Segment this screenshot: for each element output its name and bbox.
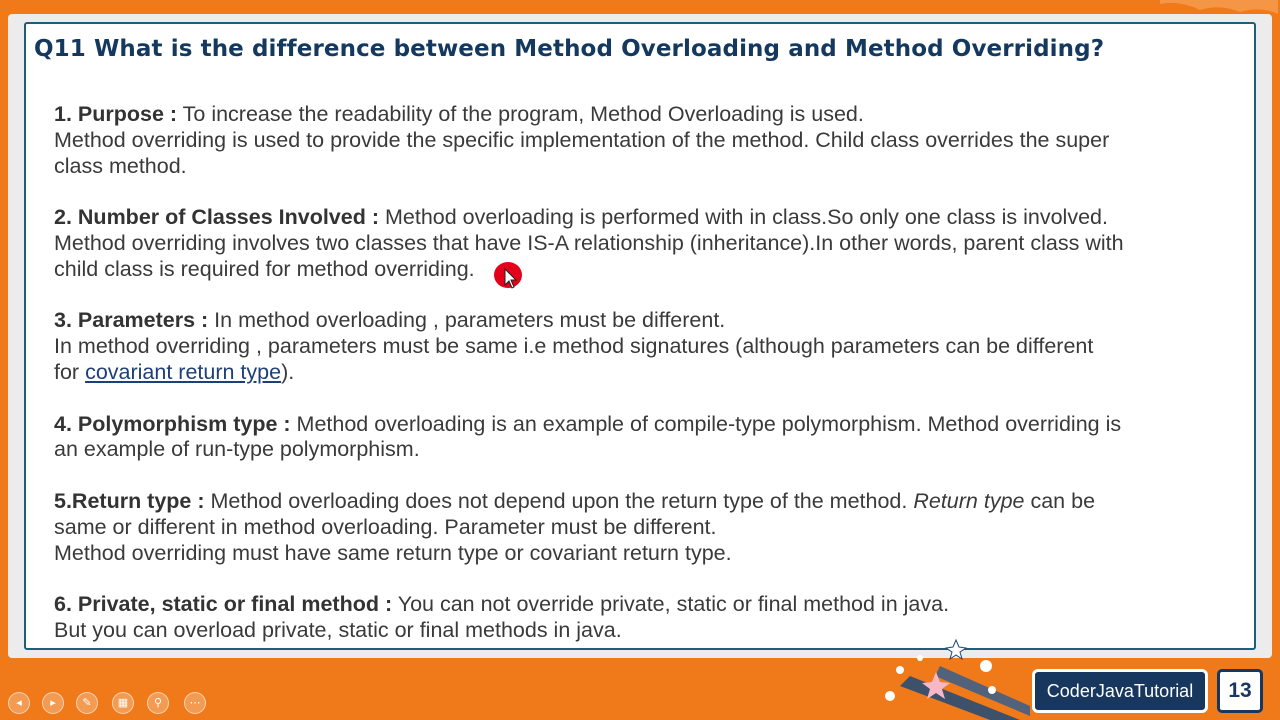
section-text: Method overriding must have same return type or covariant return type. xyxy=(54,540,732,565)
section-heading: 4. Polymorphism type : xyxy=(54,411,291,436)
section-text: same or different in method overloading. Parameter must be different. xyxy=(54,514,717,539)
section-heading: 3. Parameters : xyxy=(54,308,209,333)
section-heading: 2. Number of Classes Involved : xyxy=(54,205,379,230)
stars-decoration xyxy=(880,636,1030,720)
previous-slide-icon[interactable]: ◂ xyxy=(8,692,30,714)
section-text: child class is required for method overriding. xyxy=(54,256,475,281)
section-text: But you can overload private, static or final methods in java. xyxy=(54,617,622,642)
section-text: can be xyxy=(1024,488,1096,513)
section-text: In method overriding , parameters must be same i.e method signatures (although parameters can be different xyxy=(54,334,1094,359)
section-polymorphism xyxy=(54,412,1254,464)
section-private-static-final xyxy=(54,592,1254,644)
section-text: Method overriding involves two classes that have IS-A relationship (inheritance).In other words, parent class with xyxy=(54,230,1124,255)
section-heading: 6. Private, static or final method : xyxy=(54,592,393,617)
section-text: In method overloading , parameters must be different. xyxy=(208,308,726,333)
section-text: class method. xyxy=(54,153,187,178)
section-heading: 5.Return type : xyxy=(54,488,205,513)
section-return-type xyxy=(54,489,1254,566)
slides-grid-icon[interactable]: ▦ xyxy=(112,692,134,714)
section-text: ). xyxy=(281,359,295,384)
section-text: Method overriding is used to provide the specific implementation of the method. Child class overrides the super xyxy=(54,127,1110,152)
covariant-return-type-link[interactable]: covariant return type xyxy=(85,359,282,384)
section-text: Method overloading is performed with in class.So only one class is involved. xyxy=(379,205,1108,230)
mouse-cursor-icon xyxy=(504,268,518,290)
section-text: Method overloading is an example of compile-type polymorphism. Method overriding is xyxy=(290,411,1122,436)
slide-title: Q11 What is the difference between Method Overloading and Method Overriding? xyxy=(34,36,1105,62)
slide-page-number: 13 xyxy=(1217,669,1263,713)
section-number-of-classes xyxy=(54,205,1254,282)
zoom-icon[interactable]: ⚲ xyxy=(147,692,169,714)
slide-content-card xyxy=(24,22,1256,650)
section-text: for xyxy=(54,359,86,384)
next-slide-icon[interactable]: ▸ xyxy=(42,692,64,714)
slide-body xyxy=(54,102,1254,670)
section-heading: 1. Purpose : xyxy=(54,102,178,126)
channel-brand-label: CoderJavaTutorial xyxy=(1032,669,1208,713)
section-text: To increase the readability of the program, Method Overloading is used. xyxy=(177,102,864,126)
section-text-italic: Return type xyxy=(913,488,1025,513)
section-purpose xyxy=(54,102,1254,179)
section-parameters xyxy=(54,308,1254,385)
pen-tool-icon[interactable]: ✎ xyxy=(76,692,98,714)
section-text: You can not override private, static or final method in java. xyxy=(392,592,950,617)
more-options-icon[interactable]: ⋯ xyxy=(184,692,206,714)
section-text: an example of run-type polymorphism. xyxy=(54,437,420,462)
section-text: Method overloading does not depend upon the return type of the method. xyxy=(204,488,914,513)
